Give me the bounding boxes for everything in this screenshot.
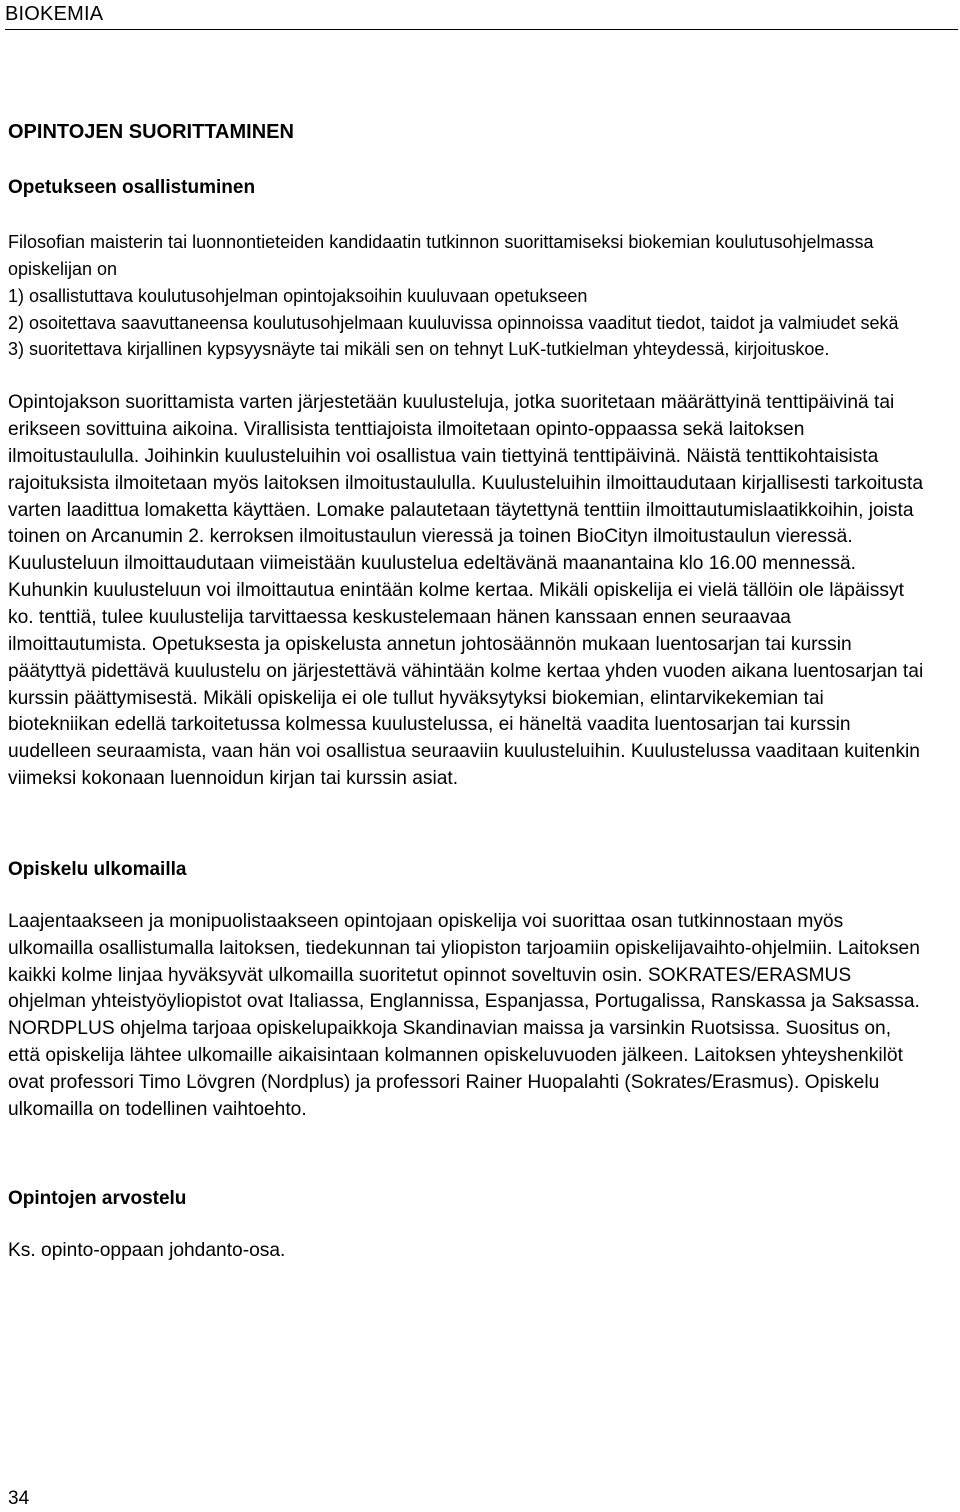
main-heading: OPINTOJEN SUORITTAMINEN bbox=[8, 121, 294, 143]
requirement-item-2: 2) osoitettava saavuttaneensa koulutusohjelmaan kuuluvissa opinnoissa vaaditut tiedot, taidot ja valmiudet sekä bbox=[8, 312, 899, 333]
participation-heading: Opetukseen osallistuminen bbox=[8, 177, 256, 198]
header-rule bbox=[5, 29, 958, 30]
requirement-item-1: 1) osallistuttava koulutusohjelman opintojaksoihin kuuluvaan opetukseen bbox=[8, 285, 588, 306]
requirement-item-3: 3) suoritettava kirjallinen kypsyysnäyte tai mikäli sen on tehnyt LuK-tutkielman yhteydessä, kirjoituskoe. bbox=[8, 339, 830, 360]
running-header: BIOKEMIA bbox=[5, 3, 104, 25]
grading-paragraph: Ks. opinto-oppaan johdanto-osa. bbox=[8, 1239, 286, 1261]
abroad-paragraph: Laajentaakseen ja monipuolistaakseen opintojaan opiskelija voi suorittaa osan tutkinnostaan myös ulkomailla osallistumalla laitoksen, tiedekunnan tai yliopiston tarjoamiin opiskelijavaihto-ohjelmiin. Laitoksen kaikki kolme linjaa hyväksyvät ulkomailla suoritetut opinnot soveltuvin osin. SOKRATES/ERASMUS ohjelman yhteistyöyliopistot ovat Italiassa, Englannissa, Espanjassa, Portugalissa, Ranskassa ja Saksassa. NORDPLUS ohjelma tarjoaa opiskelupaikkoja Skandinavian maissa ja varsinkin Ruotsissa. Suositus on, että opiskelija lähtee ulkomaille aikaisintaan kolmannen opiskeluvuoden jälkeen. Laitoksen yhteyshenkilöt ovat professori Timo Lövgren (Nordplus) ja professori Rainer Huopalahti (Sokrates/Erasmus). Opiskelu ulkomailla on todellinen vaihtoehto. bbox=[8, 910, 920, 1120]
abroad-heading: Opiskelu ulkomailla bbox=[8, 858, 187, 880]
grading-heading: Opintojen arvostelu bbox=[8, 1187, 187, 1209]
page-content bbox=[8, 119, 926, 1264]
exams-paragraph: Opintojakson suorittamista varten järjestetään kuulusteluja, jotka suoritetaan määrättyinä tenttipäivinä tai erikseen sovittuina aikoina. Virallisista tenttiajoista ilmoitetaan opinto-oppaassa sekä laitoksen ilmoitustaululla. Joihinkin kuulusteluihin voi osallistua vain tiettyinä tenttipäivinä. Näistä tenttikohtaisista rajoituksista ilmoitetaan myös laitoksen ilmoitustaululla. Kuulusteluihin ilmoittaudutaan kirjallisesti tarkoitusta varten laadittua lomaketta käyttäen. Lomake palautetaan täytettynä tenttiin ilmoittautumislaatikkoihin, joista toinen on Arcanumin 2. kerroksen ilmoitustaulun vieressä ja toinen BioCityn ilmoitustaulun vieressä. Kuulusteluun ilmoittaudutaan viimeistään kuulustelua edeltävänä maanantaina klo 16.00 mennessä. Kuhunkin kuulusteluun voi ilmoittautua enintään kolme kertaa. Mikäli opiskelija ei vielä tällöin ole läpäissyt ko. tenttiä, tulee kuulustelija tarvittaessa keskustelemaan hänen kanssaan ennen seuraavaa ilmoittautumista. Opetuksesta ja opiskelusta annetun johtosäännön mukaan luentosarjan tai kurssin päätyttyä pidettävä kuulustelu on järjestettävä vähintään kolme kertaa yhden vuoden aikana luentosarjan tai kurssin päättymisestä. Mikäli opiskelija ei ole tullut hyväksytyksi biokemian, elintarvikekemian tai biotekniikan edellä tarkoitetussa kolmessa kuulustelussa, ei häneltä vaadita luentosarjan tai kurssin uudelleen seuraamista, vaan hän voi osallistua seuraaviin kuulusteluihin. Kuulustelussa vaaditaan kuitenkin viimeksi kokonaan luennoidun kirjan tai kurssin asiat. bbox=[8, 392, 924, 790]
page-number: 34 bbox=[8, 1488, 30, 1509]
participation-intro: Filosofian maisterin tai luonnontieteiden kandidaatin tutkinnon suorittamiseksi biokemian koulutusohjelmassa opiskelijan on bbox=[8, 232, 874, 279]
